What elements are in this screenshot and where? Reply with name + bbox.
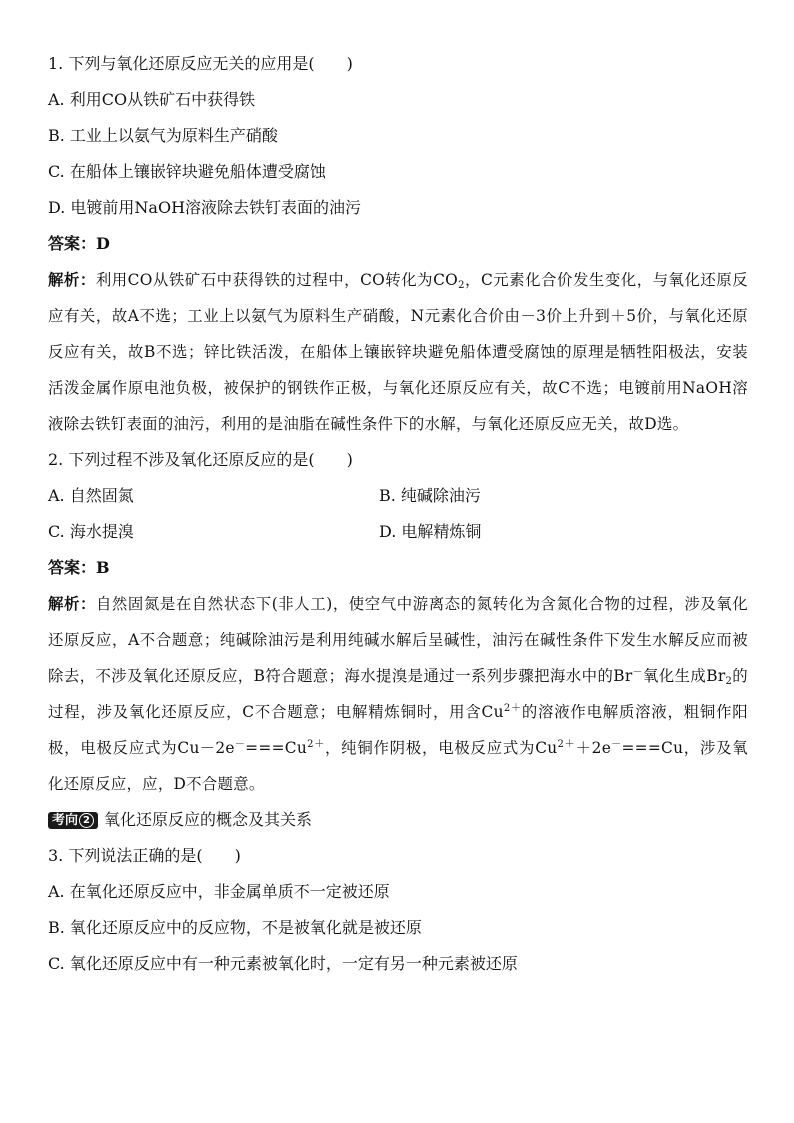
question-2-option-a: A. 自然固氮 [48, 486, 134, 505]
question-1-stem: 1. 下列与氧化还原反应无关的应用是( ) [48, 54, 353, 73]
superscript: 2＋ [503, 703, 522, 714]
question-1-option-d: D. 电镀前用NaOH溶液除去铁钉表面的油污 [48, 198, 362, 217]
analysis-text: ＋2e [575, 739, 612, 757]
analysis-text: ===Cu，涉及氧化还原反应，应，D不合题意。 [48, 739, 748, 793]
analysis-label: 解析： [48, 595, 96, 613]
analysis-text: 氧化生成Br [642, 667, 726, 685]
question-3-option-a: A. 在氧化还原反应中，非金属单质不一定被还原 [48, 882, 390, 901]
analysis-text: 利用CO从铁矿石中获得铁的过程中，CO转化为CO [95, 271, 459, 289]
analysis-label: 解析： [48, 271, 96, 289]
question-1-answer: 答案：D [48, 234, 110, 253]
section-tag-number: 2 [79, 813, 94, 828]
question-1-analysis [48, 262, 748, 442]
section-title: 氧化还原反应的概念及其关系 [104, 810, 313, 829]
question-2-stem: 2. 下列过程不涉及氧化还原反应的是( ) [48, 450, 353, 469]
question-2-options-row-2 [48, 514, 748, 550]
analysis-text: 的溶液作电解质溶液，粗铜作阳极，电极反应式为Cu－2e [48, 703, 748, 757]
question-1-option-a: A. 利用CO从铁矿石中获得铁 [48, 90, 256, 109]
subscript: 2 [725, 676, 733, 687]
question-2-options-row-1 [48, 478, 748, 514]
question-2-option-d: D. 电解精炼铜 [379, 522, 482, 541]
question-2-option-c: C. 海水提溴 [48, 522, 134, 541]
superscript: － [611, 739, 622, 750]
document-page [48, 46, 748, 982]
analysis-text: ，纯铜作阴极，电极反应式为Cu [325, 739, 558, 757]
analysis-text: 自然固氮是在自然状态下(非人工)，使空气中游离态的氮转化为含氮化合物的过程，涉及氧化还原反应，A不合题意；纯碱除油污是利用纯碱水解后呈碱性，油污在碱性条件下发生水解反应而被除去，不涉及氧化还原反应，B符合题意；海水提溴是通过一系列步骤把海水中的Br [48, 595, 748, 685]
question-2-answer: 答案：B [48, 558, 110, 577]
analysis-text: 的过程，涉及氧化还原反应，C不合题意；电解精炼铜时，用含Cu [48, 667, 748, 721]
superscript: 2＋ [557, 739, 576, 750]
analysis-text: ，C元素化合价发生变化，与氧化还原反应有关，故A不选；工业上以氨气为原料生产硝酸，N元素化合价由－3价上升到＋5价，与氧化还原反应有关，故B不选；锌比铁活泼，在船体上镶嵌锌块避免船体遭受腐蚀的原理是牺牲阳极法，安装活泼金属作原电池负极，被保护的钢铁作正极，与氧化还原反应有关，故C不选；电镀前用NaOH溶液除去铁钉表面的油污，利用的是油脂在碱性条件下的水解，与氧化还原反应无关，故D选。 [48, 271, 748, 433]
superscript: － [632, 667, 643, 678]
question-2-analysis [48, 586, 748, 802]
question-1-option-b: B. 工业上以氨气为原料生产硝酸 [48, 126, 278, 145]
superscript: － [234, 739, 246, 750]
question-2-option-b: B. 纯碱除油污 [379, 486, 481, 505]
analysis-text: ===Cu [245, 739, 308, 757]
superscript: 2＋ [307, 739, 325, 750]
section-tag [48, 812, 98, 829]
question-3-stem: 3. 下列说法正确的是( ) [48, 846, 241, 865]
section-heading [48, 802, 748, 838]
subscript: 2 [458, 280, 465, 291]
section-tag-label: 考向 [52, 812, 79, 828]
question-3-option-b: B. 氧化还原反应中的反应物，不是被氧化就是被还原 [48, 918, 422, 937]
question-1-option-c: C. 在船体上镶嵌锌块避免船体遭受腐蚀 [48, 162, 326, 181]
question-3-option-c: C. 氧化还原反应中有一种元素被氧化时，一定有另一种元素被还原 [48, 954, 518, 973]
